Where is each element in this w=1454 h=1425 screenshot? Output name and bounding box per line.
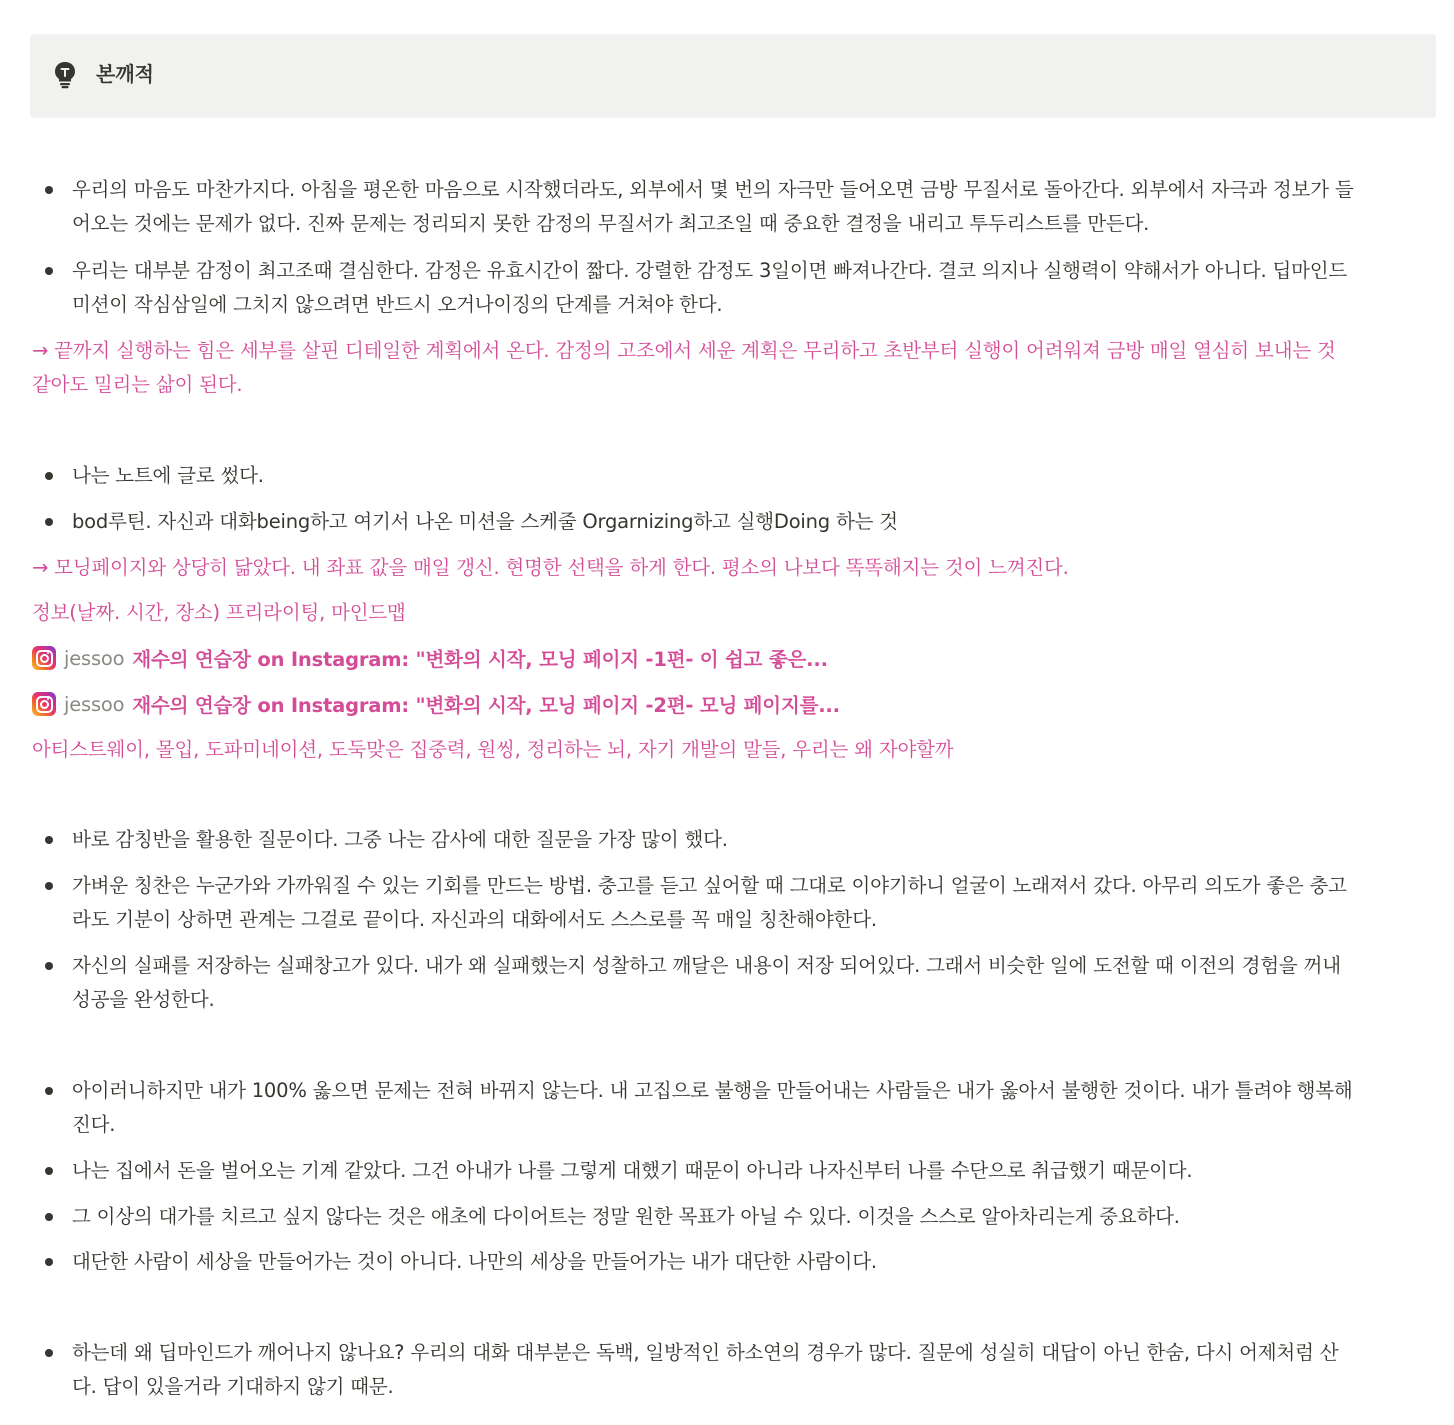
list-item xyxy=(72,1074,1432,1142)
bullet-dot xyxy=(45,1349,53,1357)
highlight-note: → 모닝페이지와 상당히 닮았다. 내 좌표 값을 매일 갱신. 현명한 선택을 하게 한다. 평소의 나보다 똑똑해지는 것이 느껴진다. xyxy=(32,556,1069,579)
link-author: jessoo xyxy=(64,692,125,716)
list-item-line: 라도 기분이 상하면 관계는 그걸로 끝이다. 자신과의 대화에서도 스스로를 꼭 매일 칭찬해야한다. xyxy=(72,908,877,931)
lightbulb-icon xyxy=(54,61,76,93)
bullet-dot xyxy=(45,1258,53,1266)
list-item xyxy=(72,949,1432,1017)
list-item-line: 바로 감칭반을 활용한 질문이다. 그중 나는 감사에 대한 질문을 가장 많이 했다. xyxy=(72,828,728,851)
list-item xyxy=(72,1154,1432,1188)
list-item-line: 진다. xyxy=(72,1113,116,1136)
list-item-line: 나는 집에서 돈을 벌어오는 기계 같았다. 그건 아내가 나를 그렇게 대했기 때문이 아니라 나자신부터 나를 수단으로 취급했기 때문이다. xyxy=(72,1159,1193,1182)
list-item-line: 그 이상의 대가를 치르고 싶지 않다는 것은 애초에 다이어트는 정말 원한 목표가 아닐 수 있다. 이것을 스스로 알아차리는게 중요하다. xyxy=(72,1205,1180,1228)
list-item-line: bod루틴. 자신과 대화being하고 여기서 나온 미션을 스케줄 Orgarnizing하고 실행Doing 하는 것 xyxy=(72,510,898,533)
bullet-dot xyxy=(45,518,53,526)
instagram-icon xyxy=(32,646,56,670)
bullet-dot xyxy=(45,1213,53,1221)
list-item-line: 아이러니하지만 내가 100% 옳으면 문제는 전혀 바뀌지 않는다. 내 고집으로 불행을 만들어내는 사람들은 내가 옳아서 불행한 것이다. 내가 틀려야 행복해 xyxy=(72,1079,1353,1102)
note-line: 같아도 밀리는 삶이 된다. xyxy=(32,373,243,396)
list-item xyxy=(72,1200,1432,1234)
list-item xyxy=(72,1336,1432,1404)
list-item xyxy=(72,459,1432,493)
link-author: jessoo xyxy=(64,646,125,670)
list-item-line: 자신의 실패를 저장하는 실패창고가 있다. 내가 왜 실패했는지 성찰하고 깨달은 내용이 저장 되어있다. 그래서 비슷한 일에 도전할 때 이전의 경험을 꺼내 xyxy=(72,954,1341,977)
info-line: 정보(날짜. 시간, 장소) 프리라이팅, 마인드맵 xyxy=(32,601,406,624)
link-title: 재수의 연습장 on Instagram: "변화의 시작, 모닝 페이지 -2편- 모닝 페이지를... xyxy=(132,694,840,717)
list-item-line: 가벼운 칭찬은 누군가와 가까워질 수 있는 기회를 만드는 방법. 충고를 듣고 싶어할 때 그대로 이야기하니 얼굴이 노래져서 갔다. 아무리 의도가 좋은 충고 xyxy=(72,874,1347,897)
list-item-line: 대단한 사람이 세상을 만들어가는 것이 아니다. 나만의 세상을 만들어가는 내가 대단한 사람이다. xyxy=(72,1250,877,1273)
instagram-icon xyxy=(32,692,56,716)
bullet-dot xyxy=(45,1167,53,1175)
callout-title: 본깨적 xyxy=(96,62,154,86)
list-item-line: 나는 노트에 글로 썼다. xyxy=(72,464,264,487)
list-item-line: 우리는 대부분 감정이 최고조때 결심한다. 감정은 유효시간이 짧다. 강렬한 감정도 3일이면 빠져나간다. 결코 의지나 실행력이 약해서가 아니다. 딥마인드 xyxy=(72,259,1348,282)
list-item xyxy=(72,1245,1432,1279)
list-item-line: 미션이 작심삼일에 그치지 않으려면 반드시 오거나이징의 단계를 거쳐야 한다. xyxy=(72,293,723,316)
list-item xyxy=(72,505,1432,539)
highlight-note xyxy=(32,334,1432,402)
bullet-dot xyxy=(45,962,53,970)
list-item xyxy=(72,823,1432,857)
bullet-dot xyxy=(45,267,53,275)
instagram-link[interactable] xyxy=(32,641,828,675)
list-item xyxy=(72,173,1432,241)
book-list: 아티스트웨이, 몰입, 도파미네이션, 도둑맞은 집중력, 원씽, 정리하는 뇌, 자기 개발의 말들, 우리는 왜 자야할까 xyxy=(32,738,954,761)
callout-block xyxy=(30,34,1436,118)
link-title: 재수의 연습장 on Instagram: "변화의 시작, 모닝 페이지 -1편- 이 쉽고 좋은... xyxy=(132,648,828,671)
bullet-dot xyxy=(45,882,53,890)
bullet-dot xyxy=(45,836,53,844)
list-item-line: 성공을 완성한다. xyxy=(72,988,215,1011)
list-item-line: 어오는 것에는 문제가 없다. 진짜 문제는 정리되지 못한 감정의 무질서가 최고조일 때 중요한 결정을 내리고 투두리스트를 만든다. xyxy=(72,212,1150,235)
list-item-line: 우리의 마음도 마찬가지다. 아침을 평온한 마음으로 시작했더라도, 외부에서 몇 번의 자극만 들어오면 금방 무질서로 돌아간다. 외부에서 자극과 정보가 들 xyxy=(72,178,1354,201)
instagram-link[interactable] xyxy=(32,687,840,721)
list-item xyxy=(72,869,1432,937)
bullet-dot xyxy=(45,186,53,194)
bullet-dot xyxy=(45,1087,53,1095)
list-item xyxy=(72,254,1432,322)
list-item-line: 하는데 왜 딥마인드가 깨어나지 않나요? 우리의 대화 대부분은 독백, 일방적인 하소연의 경우가 많다. 질문에 성실히 대답이 아닌 한숨, 다시 어제처럼 산 xyxy=(72,1341,1339,1364)
list-item-line: 다. 답이 있을거라 기대하지 않기 때문. xyxy=(72,1375,394,1398)
bullet-dot xyxy=(45,472,53,480)
note-line: → 끝까지 실행하는 힘은 세부를 살핀 디테일한 계획에서 온다. 감정의 고조에서 세운 계획은 무리하고 초반부터 실행이 어려워져 금방 매일 열심히 보내는 것 xyxy=(32,339,1336,362)
